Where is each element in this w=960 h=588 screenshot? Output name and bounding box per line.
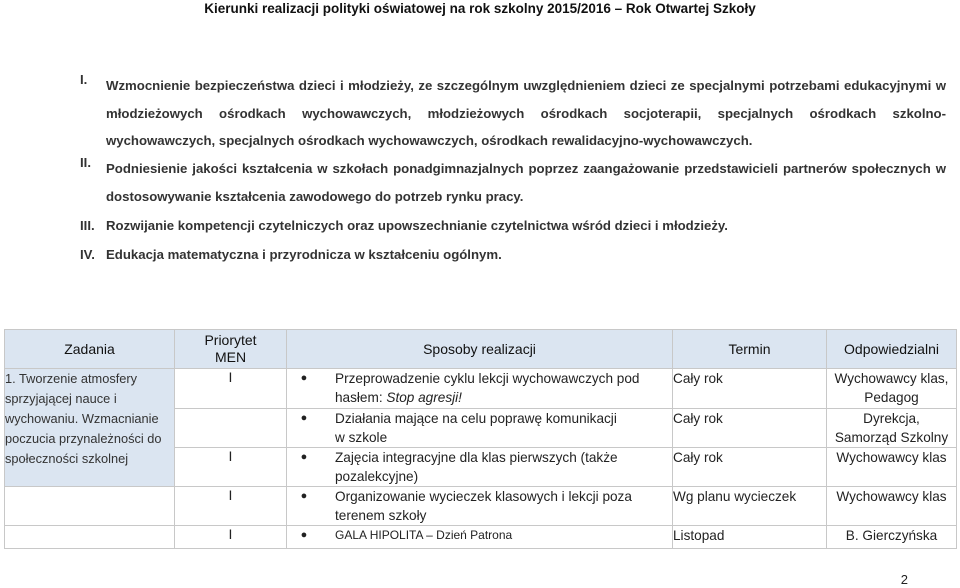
goals-list [80,72,946,269]
responsible-line: Wychowawcy klas, [834,371,949,386]
way-cell [287,409,673,448]
header-priority-line2: MEN [214,349,247,365]
goal-text: Wzmocnienie bezpieczeństwa dzieci i młodzieży, ze szczególnym uwzględnieniem dzieci ze specjalnymi potrzebami edukacyjnymi w młodzieżowych ośrodkach wychowawczych, młodzieżowych ośrodkach socjoterapii, specjalnych ośrodkach szkolno-wychowawczych, specjalnych ośrodkach wychowawczych, ośrodkach rewalidacyjno-wychowawczych. [106,78,946,148]
bullet-icon: ● [300,490,308,502]
way-line: pozalekcyjne) [335,469,419,484]
empty-task-cell [5,526,175,549]
priority-cell: I [175,526,287,549]
way-line: Przeprowadzenie cyklu lekcji wychowawczych pod [335,371,640,386]
bullet-icon: ● [300,529,308,541]
goal-text: Edukacja matematyczna i przyrodnicza w kształceniu ogólnym. [106,246,502,262]
responsible-cell: Wychowawcy klas [827,487,957,526]
responsible-cell [827,409,957,448]
responsible-cell: Wychowawcy klas [827,448,957,487]
bullet-icon: ● [300,372,308,384]
page-number: 2 [900,572,908,587]
priority-cell [175,409,287,448]
way-line: terenem szkoły [335,508,427,523]
term-cell: Cały rok [673,369,827,409]
header-priority [175,330,287,369]
responsible-line: Samorząd Szkolny [834,430,949,445]
term-cell: Listopad [673,526,827,549]
table-row [5,487,957,526]
way-line: hasłem: [335,390,387,405]
way-cell [287,448,673,487]
goal-text: Rozwijanie kompetencji czytelniczych oraz upowszechnianie czytelnictwa wśród dzieci i młodzieży. [106,217,728,233]
table-row [5,369,957,409]
task-cell: 1. Tworzenie atmosfery sprzyjającej nauce i wychowaniu. Wzmacnianie poczucia przynależności do społeczności szkolnej [5,369,175,487]
table-row [5,526,957,549]
priority-cell: I [175,487,287,526]
way-cell [287,526,673,549]
way-line: Działania mające na celu poprawę komunikacji [335,411,617,426]
term-cell: Wg planu wycieczek [673,487,827,526]
goal-item [80,211,946,240]
goal-item [80,155,946,211]
header-priority-line1: Priorytet [204,332,257,348]
bullet-icon: ● [300,451,308,463]
term-cell: Cały rok [673,409,827,448]
header-responsible: Odpowiedzialni [827,330,957,369]
empty-task-cell [5,487,175,526]
way-line-italic: Stop agresji! [386,390,462,405]
term-cell: Cały rok [673,448,827,487]
way-line: w szkole [335,430,388,445]
way-line: Zajęcia integracyjne dla klas pierwszych (także [335,450,618,465]
goal-item [80,240,946,269]
way-line: GALA HIPOLITA – Dzień Patrona [335,528,513,542]
bullet-icon: ● [300,412,308,424]
goal-number: IV. [80,246,95,262]
header-ways: Sposoby realizacji [287,330,673,369]
way-cell [287,369,673,409]
responsible-cell [827,369,957,409]
goal-number: III. [80,217,95,233]
responsible-line: Pedagog [864,390,919,405]
responsible-cell: B. Gierczyńska [827,526,957,549]
goal-text: Podniesienie jakości kształcenia w szkołach ponadgimnazjalnych poprzez zaangażowanie przedstawicieli partnerów społecznych w dostosowywanie kształcenia zawodowego do potrzeb rynku pracy. [106,160,946,204]
header-term: Termin [673,330,827,369]
priority-cell: I [175,369,287,409]
way-line: Organizowanie wycieczek klasowych i lekcji poza [335,489,632,504]
priority-cell: I [175,448,287,487]
goal-number: II. [80,154,91,170]
goal-number: I. [80,72,88,87]
responsible-line: Dyrekcja, [863,411,920,426]
way-cell [287,487,673,526]
document-title: Kierunki realizacji polityki oświatowej na rok szkolny 2015/2016 – Rok Otwartej Szkoły [204,1,756,16]
goal-item [80,72,946,155]
header-tasks: Zadania [5,330,175,369]
plan-table [4,329,957,549]
table-header-row [5,330,957,369]
